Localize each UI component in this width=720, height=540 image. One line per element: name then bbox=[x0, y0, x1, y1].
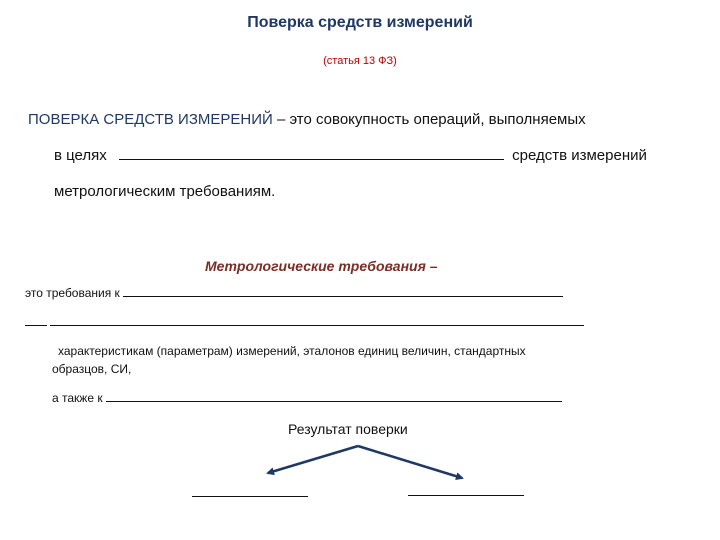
requirements-also: а также к bbox=[52, 391, 103, 405]
metrological-requirements-heading: Метрологические требования – bbox=[205, 258, 438, 274]
verification-result-label: Результат поверки bbox=[288, 421, 408, 437]
requirements-line-3: характеристикам (параметрам) измерений, эталонов единиц величин, стандартных bbox=[58, 344, 526, 358]
result-blank-left bbox=[192, 484, 308, 497]
definition-text: – это совокупность операций, выполняемых bbox=[272, 111, 586, 128]
definition-purpose-label: в целях bbox=[54, 147, 107, 164]
definition-purpose-end: средств измерений bbox=[512, 147, 647, 164]
right-arrow bbox=[358, 446, 462, 478]
left-arrow bbox=[268, 446, 358, 473]
definition-line-3: метрологическим требованиям. bbox=[54, 183, 276, 200]
result-blank-right bbox=[408, 483, 524, 496]
page-title: Поверка средств измерений bbox=[247, 14, 473, 31]
definition-term: ПОВЕРКА СРЕДСТВ ИЗМЕРЕНИЙ bbox=[28, 111, 273, 128]
requirements-intro: это требования к bbox=[25, 286, 120, 300]
requirements-line-4: образцов, СИ, bbox=[52, 362, 132, 376]
law-reference: (статья 13 ФЗ) bbox=[323, 55, 397, 67]
